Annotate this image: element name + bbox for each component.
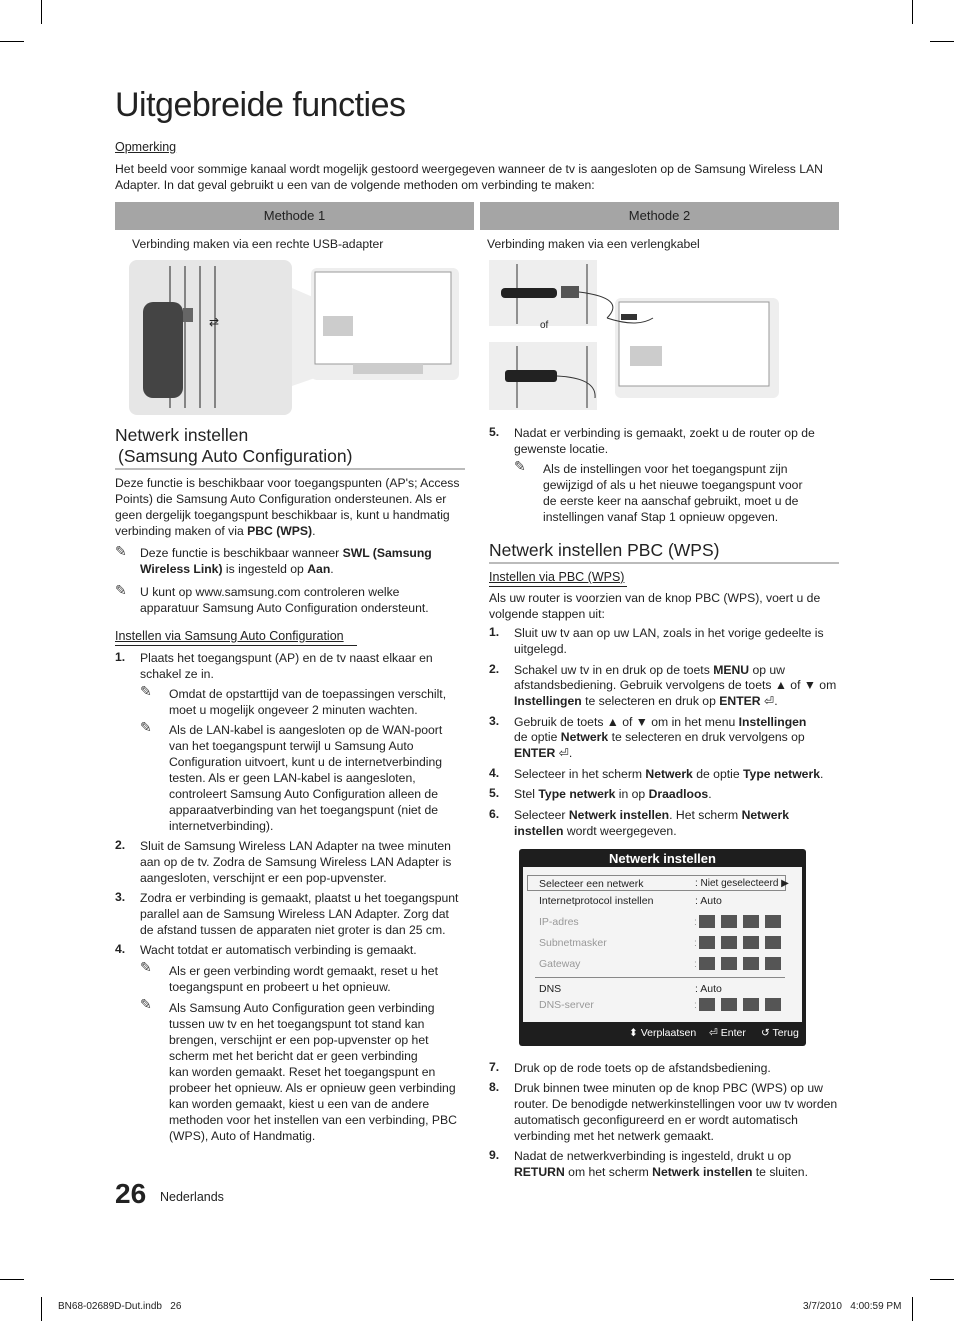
step1-note1: Omdat de opstarttijd van de toepassingen verschilt, (169, 687, 447, 701)
step1-note1: moet u mogelijk ongeveer 2 minuten wachten. (169, 703, 418, 717)
step3-line: parallel aan de Samsung Wireless LAN Adapter. Zorg dat (140, 907, 449, 921)
note2-line-2: apparatuur Samsung Auto Configuration ondersteunt. (140, 601, 429, 615)
note-pencil-icon: ✎ (140, 683, 152, 699)
back-label: Terug (772, 1027, 799, 1039)
osd-label: Gateway (539, 958, 581, 970)
step4-note1: toegangspunt en probeert u het opnieuw. (169, 980, 391, 994)
pbc-intro: Als uw router is voorzien van de knop PBC (WPS), voert u de (489, 591, 821, 605)
network-type-text: Type netwerk (538, 787, 616, 801)
settings-text: Instellingen (738, 715, 807, 729)
osd-value: : Niet geselecteerd ▶ (695, 878, 789, 889)
crop-mark (41, 1297, 42, 1321)
step1-line: schakel ze in. (140, 667, 214, 681)
step4-note2: brengen, verschijnt er een pop-upvenster op het (169, 1033, 429, 1047)
settings-text: instellen (514, 824, 564, 838)
osd-value: : (694, 937, 697, 949)
ip-field (743, 915, 759, 928)
dns-field (721, 998, 737, 1011)
step-number: 9. (489, 1148, 500, 1162)
note1-d: is ingesteld op (222, 562, 308, 576)
step1-note2: testen. Als er geen LAN-kabel is aangesloten, (169, 771, 416, 785)
enter-hint (709, 1027, 746, 1039)
pbc-intro: volgende stappen uit: (489, 607, 605, 621)
pbc-step7: Druk op de rode toets op de afstandsbediening. (514, 1061, 771, 1075)
pbc-step8: automatisch geconfigureerd en er wordt automatisch (514, 1113, 798, 1127)
left-intro-2: Points) die Samsung Auto Configuration ondersteunen. Als er (115, 492, 447, 506)
return-key: RETURN (514, 1165, 565, 1179)
pbc-heading: Netwerk instellen PBC (WPS) (489, 540, 720, 560)
step5-note: gewijzigd of als u het nieuwe toegangspunt voor (543, 478, 803, 492)
left-intro-4: verbinding maken of via (115, 524, 248, 538)
settings-text: Instellingen (514, 694, 582, 708)
gateway-field (721, 957, 737, 970)
enter-icon: ⏎ (709, 1027, 718, 1039)
updown-arrow-icon: ⬍ (629, 1027, 638, 1039)
pbc-step3: de optie (514, 730, 561, 744)
pbc-step6: Selecteer (514, 808, 569, 822)
step5-line: Nadat er verbinding is gemaakt, zoekt u de router op de (514, 426, 815, 440)
osd-title: Netwerk instellen (609, 851, 716, 866)
dns-field (699, 998, 715, 1011)
dns-field (765, 998, 781, 1011)
pbc-step4: Selecteer in het scherm (514, 767, 646, 781)
print-date: 3/7/2010 4:00:59 PM (803, 1301, 902, 1312)
step4-note2: methoden voor het instellen van een verbinding, PBC (169, 1113, 457, 1127)
crop-mark (41, 0, 42, 24)
pbc-step9: te sluiten. (752, 1165, 808, 1179)
note-text-2: Adapter. In dat geval gebruikt u een van de volgende methoden om verbinding te maken: (115, 178, 595, 192)
return-icon: ↺ (761, 1027, 770, 1039)
note1-a: Deze functie is beschikbaar wanneer (140, 546, 343, 560)
step-number: 5. (489, 425, 500, 439)
subnet-field (743, 936, 759, 949)
method1-caption: Verbinding maken via een rechte USB-adapter (132, 237, 384, 251)
note-pencil-icon: ✎ (140, 719, 152, 735)
pbc-step3: Gebruik de toets ▲ of ▼ om in het menu (514, 715, 739, 729)
osd-label: IP-adres (539, 916, 579, 928)
enter-icon: ⏎ (763, 694, 775, 708)
wireless-text: Draadloos (648, 787, 709, 801)
network-settings-screen (519, 849, 806, 1046)
gateway-field (765, 957, 781, 970)
enter-icon: ⏎ (558, 746, 569, 760)
method2-caption: Verbinding maken via een verlengkabel (487, 237, 700, 251)
pbc-step2: Schakel uw tv in en druk op de toets (514, 663, 714, 677)
pbc-step1: Sluit uw tv aan op uw LAN, zoals in het vorige gedeelte is (514, 626, 824, 640)
dns-field (743, 998, 759, 1011)
step-number: 3. (115, 890, 126, 904)
pbc-step8: verbinding met het netwerk gemaakt. (514, 1129, 714, 1143)
step4-note2: (WPS), Auto of Handmatig. (169, 1129, 316, 1143)
method2-header: Methode 2 (480, 202, 839, 230)
pbc-step2: op uw (749, 663, 785, 677)
pbc-step5: Stel (514, 787, 539, 801)
step5-line: gewenste locatie. (514, 442, 609, 456)
step4-note1: Als er geen verbinding wordt gemaakt, reset u het (169, 964, 438, 978)
svg-text:⇄: ⇄ (209, 315, 220, 329)
step4-note2: kan worden gemaakt, kiest u een van de andere (169, 1097, 430, 1111)
step2-line: aan op de tv. Zodra de Samsung Wireless LAN Adapter is (140, 855, 452, 869)
crop-mark (0, 1279, 24, 1280)
crop-mark (930, 41, 954, 42)
network-settings-text: Netwerk instellen (568, 808, 670, 822)
osd-divider (535, 977, 785, 978)
osd-value: : (694, 999, 697, 1011)
note-pencil-icon: ✎ (140, 996, 152, 1012)
step-number: 7. (489, 1060, 500, 1074)
crop-mark (930, 1279, 954, 1280)
pbc-step1: uitgelegd. (514, 642, 567, 656)
step-number: 2. (489, 662, 500, 676)
osd-label[interactable]: Internetprotocol instellen (539, 895, 654, 907)
step-number: 4. (489, 766, 500, 780)
pbc-step2: afstandsbediening. Gebruik vervolgens de toets ▲ of ▼ om (514, 678, 837, 692)
extension-cable-illustration (487, 258, 807, 413)
step4-note2: probeer het opnieuw. Als er opnieuw geen verbinding (169, 1081, 456, 1095)
step-number: 1. (489, 625, 500, 639)
left-intro-3: geen dergelijk toegangspunt beschikbaar is, kunt u handmatig (115, 508, 450, 522)
note-text-1: Het beeld voor sommige kanaal wordt mogelijk gestoord weergegeven wanneer de tv is aangesloten op de Samsung Wireless LAN (115, 162, 823, 176)
step2-line: aangesloten, verschijnt er een pop-upvenster. (140, 871, 387, 885)
move-label: Verplaatsen (640, 1027, 697, 1039)
network-type-text: Type netwerk (743, 767, 820, 781)
pbc-sub-heading: Instellen via PBC (WPS) (489, 570, 625, 584)
gateway-field (743, 957, 759, 970)
pbc-step8: Druk binnen twee minuten op de knop PBC (WPS) op uw (514, 1081, 823, 1095)
pbc-step3: te selecteren en druk vervolgens op (608, 730, 805, 744)
subnet-field (699, 936, 715, 949)
step3-line: Zodra er verbinding is gemaakt, plaatst u het toegangspunt (140, 891, 459, 905)
step1-note2: Als de LAN-kabel is aangesloten op de WAN-poort (169, 723, 443, 737)
pbc-step9: Nadat de netwerkverbinding is ingesteld, drukt u op (514, 1149, 792, 1163)
enter-key: ENTER (514, 746, 556, 760)
note-pencil-icon: ✎ (115, 543, 127, 559)
or-label: of (540, 320, 549, 331)
note1-e: Aan (307, 562, 331, 576)
step3-line: de afstand tussen de apparaten niet groter is dan 25 cm. (140, 923, 446, 937)
enter-key: ENTER (719, 694, 761, 708)
method1-header: Methode 1 (115, 202, 474, 230)
note1-c: Wireless Link) (140, 562, 223, 576)
crop-mark (912, 1297, 913, 1321)
step4-note2: kan worden gemaakt. Reset het toegangspunt en (169, 1065, 436, 1079)
step1-note2: internetverbinding). (169, 819, 274, 833)
pbc-step4: de optie (692, 767, 743, 781)
note-pencil-icon: ✎ (514, 458, 526, 474)
divider (115, 468, 465, 470)
ip-field (765, 915, 781, 928)
osd-label: DNS-server (539, 999, 594, 1011)
step1-note2: van het toegangspunt terwijl u Samsung Auto (169, 739, 414, 753)
page-title: Uitgebreide functies (115, 86, 406, 124)
pbc-step9: om het scherm (564, 1165, 653, 1179)
back-hint (761, 1027, 799, 1039)
pbc-step6: wordt weergegeven. (563, 824, 677, 838)
step-number: 5. (489, 786, 500, 800)
step1-note2: apparaatverbinding van het toegangspunt (niet de (169, 803, 439, 817)
left-sub-heading: Instellen via Samsung Auto Configuration (115, 629, 344, 643)
file-info: BN68-02689D-Dut.indb 26 (58, 1301, 182, 1312)
page-number: 26 (115, 1178, 147, 1209)
left-intro-1: Deze functie is beschikbaar voor toegangspunten (AP's; Access (115, 476, 460, 490)
underline (115, 645, 357, 646)
step-number: 3. (489, 714, 500, 728)
osd-panel (523, 867, 802, 1022)
step-number: 2. (115, 838, 126, 852)
step-number: 6. (489, 807, 500, 821)
step-number: 4. (115, 942, 126, 956)
note2-line-1: U kunt op www.samsung.com controleren welke (140, 585, 400, 599)
crop-mark (0, 41, 24, 42)
osd-label: Subnetmasker (539, 937, 607, 949)
left-heading-1: Netwerk instellen (115, 425, 249, 445)
osd-value: : (694, 916, 697, 928)
usb-adapter-illustration (125, 258, 465, 418)
note-pencil-icon: ✎ (115, 582, 127, 598)
step1-line: Plaats het toegangspunt (AP) en de tv naast elkaar en (140, 651, 433, 665)
step2-line: Sluit de Samsung Wireless LAN Adapter na twee minuten (140, 839, 451, 853)
step5-note: de eerste keer na aanschaf gebruikt, moet u de (543, 494, 799, 508)
pbc-step2: te selecteren en druk op (581, 694, 720, 708)
step4-line: Wacht totdat er automatisch verbinding is gemaakt. (140, 943, 417, 957)
osd-label[interactable]: DNS (539, 983, 562, 995)
subnet-field (765, 936, 781, 949)
network-text: Netwerk (741, 808, 790, 822)
step4-note2: scherm met het bericht dat er geen verbinding (169, 1049, 418, 1063)
step5-note: Als de instellingen voor het toegangspunt zijn (543, 462, 788, 476)
note1-b: SWL (Samsung (342, 546, 432, 560)
ip-field (721, 915, 737, 928)
step4-note2: Als Samsung Auto Configuration geen verbinding (169, 1001, 435, 1015)
pbc-step6: . Het scherm (669, 808, 742, 822)
move-hint (629, 1027, 696, 1039)
step-number: 8. (489, 1080, 500, 1094)
pbc-step5: in op (615, 787, 649, 801)
subnet-field (721, 936, 737, 949)
note-heading: Opmerking (115, 140, 177, 154)
ip-field (699, 915, 715, 928)
pbc-step8: router. De benodigde netwerkinstellingen voor uw tv worden (514, 1097, 838, 1111)
underline (489, 586, 627, 587)
step1-note2: controleert Samsung Auto Configuration alleen de (169, 787, 438, 801)
network-text: Netwerk (645, 767, 693, 781)
pbc-wps-text: PBC (WPS) (247, 524, 313, 538)
divider (489, 562, 839, 564)
language-label: Nederlands (160, 1190, 224, 1204)
left-heading-2: (Samsung Auto Configuration) (118, 446, 353, 466)
osd-value: : Auto (695, 895, 722, 907)
gateway-field (699, 957, 715, 970)
crop-mark (912, 0, 913, 24)
enter-label: Enter (720, 1027, 746, 1039)
network-text: Netwerk (560, 730, 609, 744)
step1-note2: Configuration uitvoert, kunt u de internetverbinding (169, 755, 443, 769)
note-pencil-icon: ✎ (140, 959, 152, 975)
osd-value: : Auto (695, 983, 722, 995)
osd-value: : (694, 958, 697, 970)
network-settings-text: Netwerk instellen (652, 1165, 753, 1179)
menu-key: MENU (713, 663, 750, 677)
step4-note2: tussen uw tv en het toegangspunt tot stand kan (169, 1017, 425, 1031)
osd-label: Selecteer een netwerk (539, 878, 644, 890)
step-number: 1. (115, 650, 126, 664)
step5-note: instellingen vanaf Stap 1 opnieuw opgeven. (543, 510, 779, 524)
